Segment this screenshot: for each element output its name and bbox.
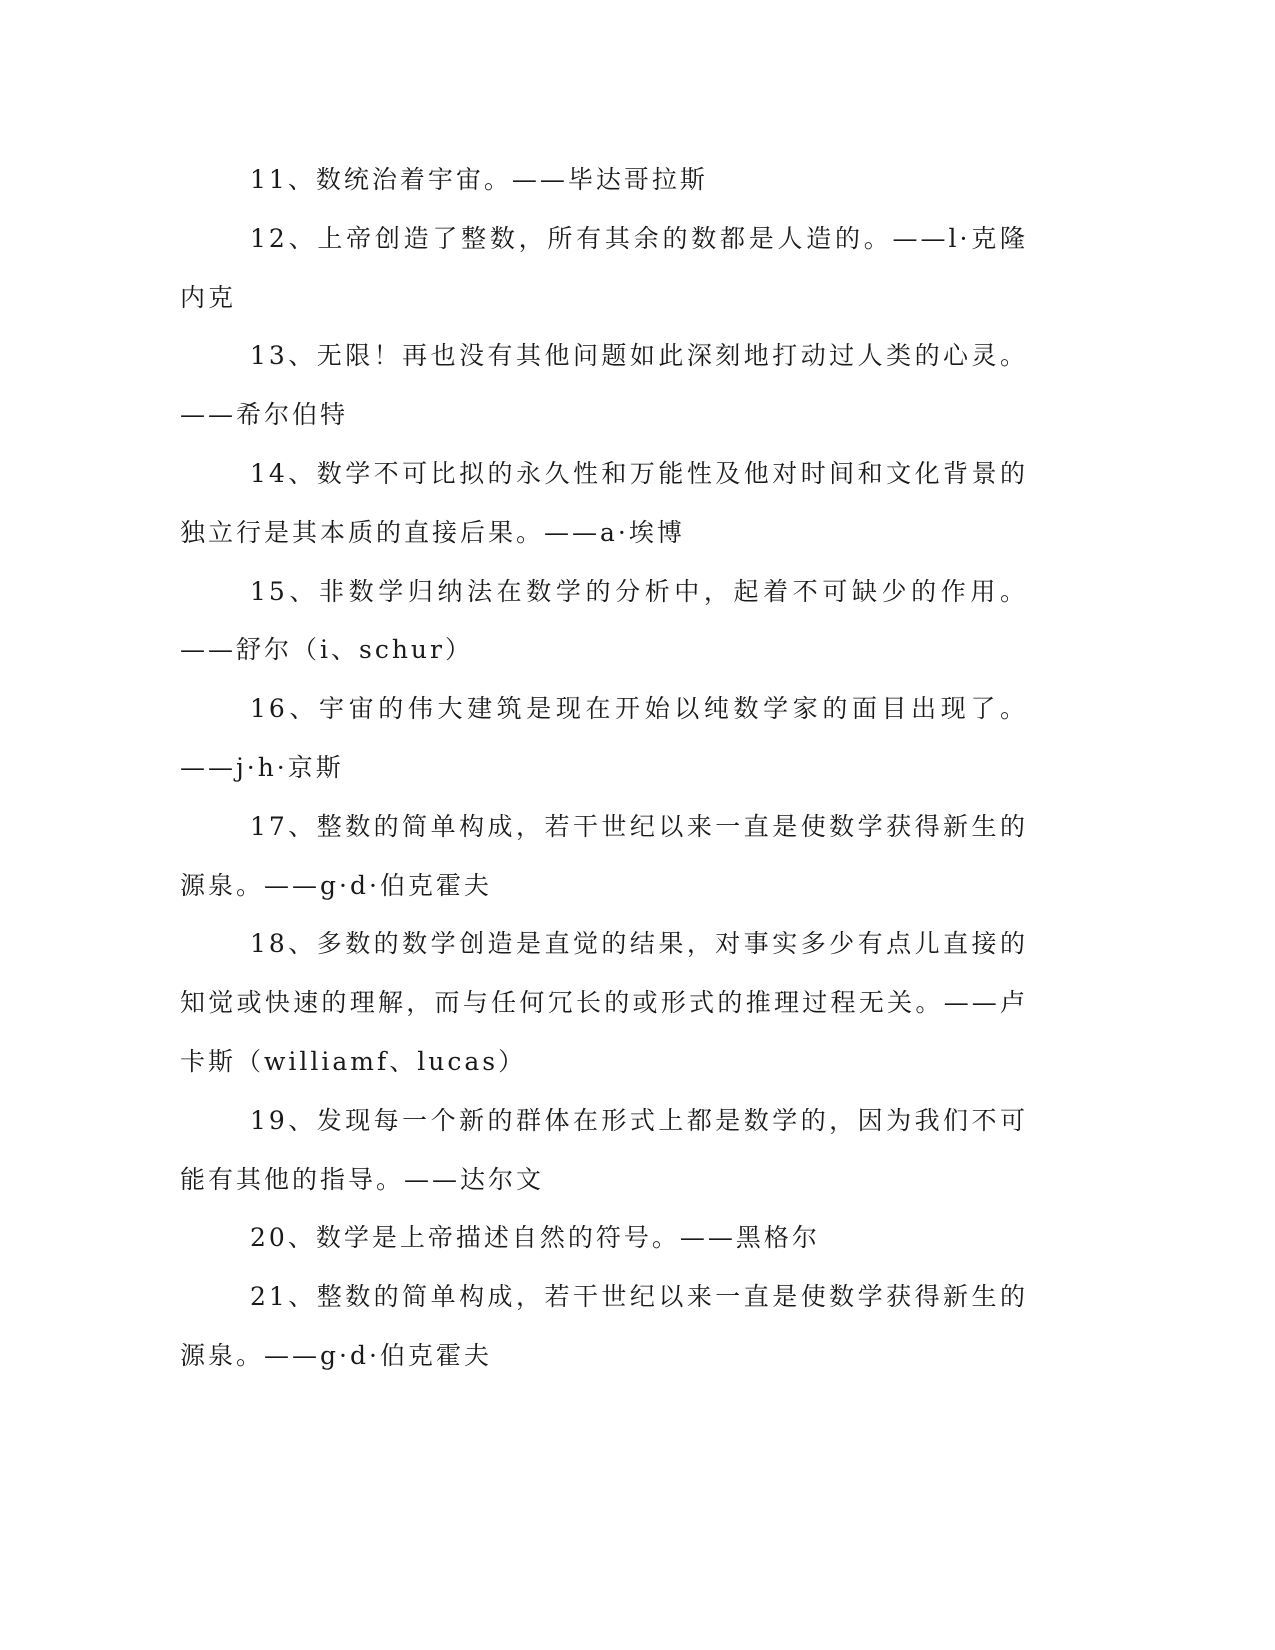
quote-dash: ——: [180, 635, 236, 665]
quote-number: 13: [250, 341, 288, 371]
quote-dash: ——: [511, 165, 568, 194]
quote-author: j·h·京斯: [236, 752, 344, 782]
quote-paragraph: [180, 798, 1028, 916]
quote-paragraph: [180, 1209, 1028, 1268]
quote-text: 数统治着宇宙。: [315, 165, 512, 194]
quote-separator: 、: [287, 694, 320, 724]
quote-separator: 、: [287, 929, 317, 959]
quote-author: l·克隆内克: [180, 223, 1028, 312]
quote-number: 14: [250, 458, 288, 488]
quote-separator: 、: [287, 1105, 317, 1135]
quote-number: 15: [250, 576, 288, 606]
quote-number: 20: [250, 1223, 288, 1253]
quote-number: 16: [250, 694, 288, 724]
quote-dash: ——: [943, 988, 1000, 1018]
quote-text: 数学不可比拟的永久性和万能性及他对时间和文化背景的独立行是其本质的直接后果。: [180, 458, 1028, 547]
quote-text: 数学是上帝描述自然的符号。: [315, 1223, 680, 1253]
quote-text: 宇宙的伟大建筑是现在开始以纯数学家的面目出现了。: [319, 694, 1028, 724]
quote-dash: ——: [180, 400, 236, 430]
quote-separator: 、: [287, 341, 317, 371]
quote-separator: 、: [287, 811, 317, 841]
quote-number: 18: [250, 929, 288, 959]
quote-paragraph: [180, 445, 1028, 563]
quote-paragraph: [180, 915, 1028, 1091]
quote-author: g·d·伯克霍夫: [320, 870, 492, 900]
quote-dash: ——: [544, 517, 601, 547]
quote-text: 整数的简单构成，若干世纪以来一直是使数学获得新生的源泉。: [180, 1282, 1028, 1370]
quote-paragraph: [180, 1268, 1028, 1386]
quote-author: 舒尔（i、schur）: [236, 635, 473, 665]
quote-author: 黑格尔: [735, 1223, 820, 1253]
quote-number: 12: [250, 223, 288, 253]
quote-text: 发现每一个新的群体在形式上都是数学的，因为我们不可能有其他的指导。: [180, 1105, 1028, 1194]
quote-number: 19: [250, 1105, 288, 1135]
quote-dash: ——: [404, 1164, 461, 1194]
quote-separator: 、: [287, 458, 317, 488]
quote-dash: ——: [180, 752, 236, 782]
document-page: [180, 151, 1028, 1386]
quote-text: 非数学归纳法在数学的分析中，起着不可缺少的作用。: [319, 576, 1028, 606]
quote-text: 上帝创造了整数，所有其余的数都是人造的。: [317, 223, 893, 253]
quote-number: 17: [250, 811, 288, 841]
quote-dash: ——: [264, 870, 321, 900]
quote-number: 11: [250, 165, 288, 194]
quote-number: 21: [250, 1282, 288, 1312]
quote-author: 卢卡斯（williamf、lucas）: [180, 988, 1028, 1076]
quote-paragraph: [180, 327, 1028, 445]
quote-paragraph: [180, 563, 1028, 681]
quote-author: g·d·伯克霍夫: [320, 1340, 492, 1370]
quote-dash: ——: [679, 1223, 736, 1253]
quote-dash: ——: [264, 1340, 321, 1370]
quote-dash: ——: [892, 223, 949, 253]
quote-paragraph: [180, 151, 1028, 210]
quote-paragraph: [180, 210, 1028, 328]
quote-separator: 、: [287, 1223, 316, 1253]
quote-separator: 、: [287, 1282, 317, 1312]
quote-separator: 、: [287, 223, 318, 253]
quote-text: 无限！再也没有其他问题如此深刻地打动过人类的心灵。: [316, 341, 1028, 371]
quote-text: 多数的数学创造是直觉的结果，对事实多少有点儿直接的知觉或快速的理解，而与任何冗长的或形式的推理过程无关。: [180, 929, 1028, 1018]
quote-author: a·埃博: [600, 517, 685, 547]
quote-separator: 、: [287, 165, 316, 194]
quote-paragraph: [180, 1092, 1028, 1210]
quote-separator: 、: [287, 576, 320, 606]
quote-paragraph: [180, 680, 1028, 798]
quote-text: 整数的简单构成，若干世纪以来一直是使数学获得新生的源泉。: [180, 811, 1028, 900]
quote-author: 达尔文: [460, 1164, 545, 1194]
quote-author: 毕达哥拉斯: [567, 165, 708, 194]
quote-author: 希尔伯特: [236, 400, 349, 430]
